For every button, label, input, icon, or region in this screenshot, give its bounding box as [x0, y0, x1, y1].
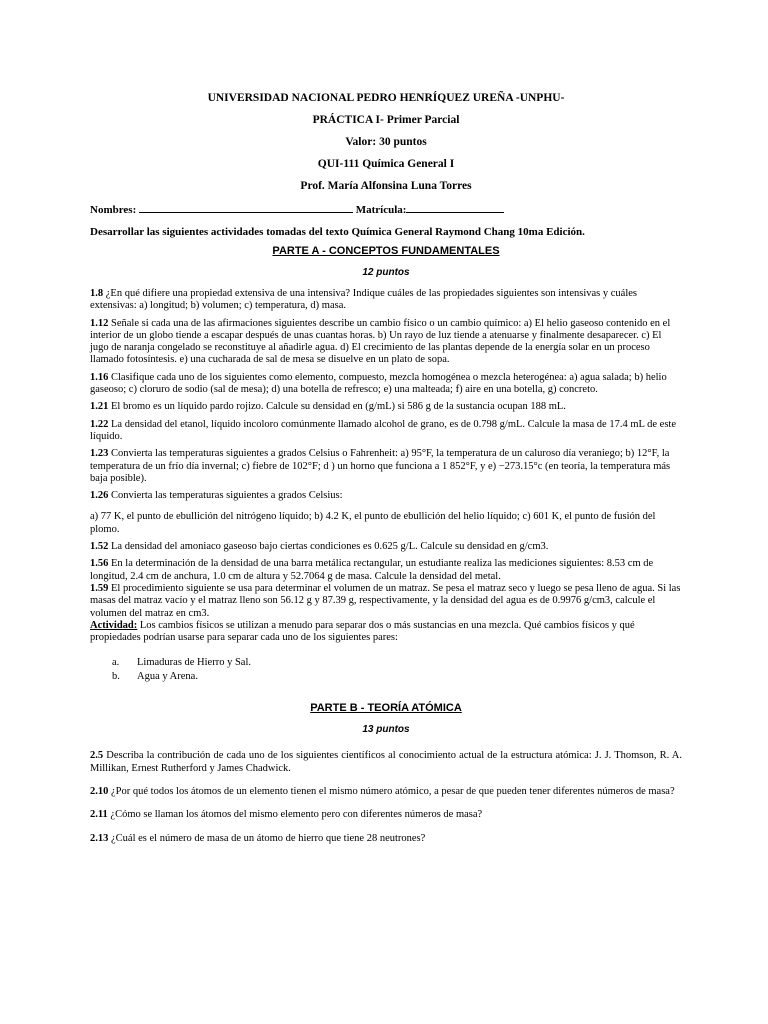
- question-2-11: 2.11 ¿Cómo se llaman los átomos del mismo elemento pero con diferentes números de masa?: [90, 809, 483, 821]
- matricula-blank[interactable]: [406, 202, 504, 213]
- question-1-21: 1.21 El bromo es un líquido pardo rojizo. Calcule su densidad en (g/mL) si 586 g de la sustancia ocupan 188 mL.: [90, 401, 566, 413]
- practice-title: PRÁCTICA I- Primer Parcial: [312, 114, 460, 126]
- question-2-13: 2.13 ¿Cuál es el número de masa de un átomo de hierro que tiene 28 neutrones?: [90, 832, 426, 844]
- question-1-12: 1.12 Señale si cada una de las afirmaciones siguientes describe un cambio físico o un cambio químico: a) El helio gaseoso contenido en el interior de un globo tiende a escapar después de unas cuantas horas. b) Un rayo de luz tiende a atenuarse y finalmente desaparecer. c) El jugo de naranja congelado se reconstituye al añadirle agua. d) El crecimiento de las plantas depende de la energía solar en un proceso llamado fotosíntesis. e) una cucharada de sal de mesa se disuelve en un plato de sopa.: [90, 317, 671, 366]
- nombres-blank[interactable]: [139, 202, 353, 213]
- student-info-line: [90, 202, 682, 217]
- list-item: b. Agua y Arena.: [112, 671, 198, 683]
- part-a-title: PARTE A - CONCEPTOS FUNDAMENTALES: [272, 245, 500, 257]
- value-label: Valor: 30 puntos: [345, 136, 427, 148]
- part-b-title: PARTE B - TEORÍA ATÓMICA: [310, 702, 462, 715]
- university-name: UNIVERSIDAD NACIONAL PEDRO HENRÍQUEZ UREÑA -UNPHU-: [207, 92, 565, 104]
- question-1-52: 1.52 La densidad del amoniaco gaseoso bajo ciertas condiciones es 0.625 g/L. Calcule su densidad en g/cm3.: [90, 541, 549, 553]
- question-1-59: 1.59 El procedimiento siguiente se usa para determinar el volumen de un matraz. Se pesa el matraz seco y luego se pesa lleno de agua. Si las masas del matraz vacío y el matraz lleno son 56.12 g y 87.39 g, respectivamente, y la densidad del agua es de 0.9976 g/cm3, calcule el volumen del matraz en cm3.: [90, 582, 681, 619]
- matricula-label: Matrícula:: [355, 204, 407, 216]
- nombres-label: Nombres:: [90, 204, 137, 216]
- question-1-56: 1.56 En la determinación de la densidad de una barra metálica rectangular, un estudiante realiza las mediciones siguientes: 8.53 cm de longitud, 2.4 cm de anchura, 1.0 cm de altura y 52.7064 g de masa. Calcule la densidad del metal.: [90, 558, 654, 582]
- activity-label: Actividad:: [90, 619, 138, 631]
- question-1-22: 1.22 La densidad del etanol, líquido incoloro comúnmente llamado alcohol de grano, es de 0.798 g/mL. Calcule la masa de 17.4 mL de este líquido.: [90, 418, 676, 442]
- part-a-points: 12 puntos: [362, 267, 410, 278]
- activity-list: [90, 656, 682, 684]
- course-name: QUI-111 Química General I: [317, 158, 455, 170]
- question-1-8: 1.8 ¿En qué difiere una propiedad extensiva de una intensiva? Indique cuáles de las propiedades siguientes son intensivas y cuáles extensivas: a) longitud; b) volumen; c) temperatura, d) masa.: [90, 288, 637, 312]
- question-2-5: 2.5 Describa la contribución de cada uno de los siguientes científicos al conocimiento actual de la estructura atómica: J. J. Thomson, R. A. Millikan, Ernest Rutherford y James Chadwick.: [90, 750, 682, 774]
- question-1-16: 1.16 Clasifique cada uno de los siguientes como elemento, compuesto, mezcla homogénea o mezcla heterogénea: a) agua salada; b) helio gaseoso; c) cloruro de sodio (sal de mesa); d) una botella de refresco; e) una malteada; f) aire en una botella, g) concreto.: [90, 371, 667, 396]
- question-1-23: 1.23 Convierta las temperaturas siguientes a grados Celsius o Fahrenheit: a) 95°F, la temperatura de un caluroso día veraniego; b) 12°F, la temperatura de un frío día invernal; c) fiebre de 102°F; d ) un horno que funciona a 1 852°F, y e) −273.15°c (en teoría, la temperatura más baja posible).: [90, 448, 671, 484]
- question-1-26-items: a) 77 K, el punto de ebullición del nitrógeno líquido; b) 4.2 K, el punto de ebullición del helio líquido; c) 601 K, el punto de fusión del plomo.: [90, 511, 656, 535]
- instructions: Desarrollar las siguientes actividades tomadas del texto Química General Raymond Chang 10ma Edición.: [90, 226, 585, 238]
- list-item: a. Limaduras de Hierro y Sal.: [112, 657, 252, 669]
- part-b-points: 13 puntos: [362, 724, 410, 736]
- activity: Actividad: Los cambios físicos se utilizan a menudo para separar dos o más sustancias en una mezcla. Qué cambios físicos y qué propiedades podrían usarse para separar cada uno de los siguientes pares:: [90, 619, 635, 644]
- question-2-10: 2.10 ¿Por qué todos los átomos de un elemento tienen el mismo número atómico, a pesar de que pueden tener diferentes números de masa?: [90, 786, 675, 798]
- question-1-26: 1.26 Convierta las temperaturas siguientes a grados Celsius:: [90, 490, 343, 502]
- professor-name: Prof. María Alfonsina Luna Torres: [300, 180, 472, 192]
